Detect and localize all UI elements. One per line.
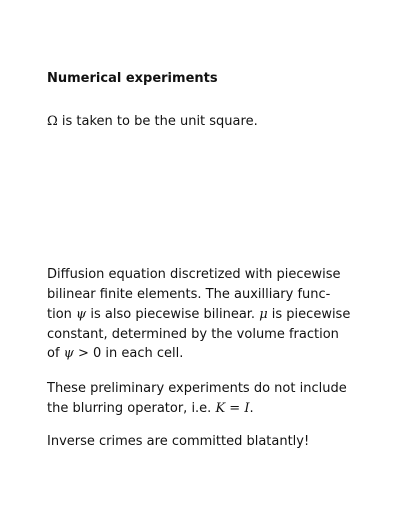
method-line-5-part-b: > 0 in each cell.	[73, 346, 184, 361]
method-line-3-part-a: tion	[47, 307, 77, 322]
k-symbol: K	[215, 401, 226, 416]
blurring-line-2-period: .	[249, 401, 254, 416]
omega-symbol: Ω	[47, 114, 58, 129]
method-line-5-part-a: of	[47, 346, 64, 361]
blurring-line-1: These preliminary experiments do not include	[47, 381, 347, 396]
method-line-3	[47, 306, 350, 324]
inverse-crimes-line: Inverse crimes are committed blatantly!	[47, 434, 310, 449]
blurring-line-2-text: the blurring operator, i.e.	[47, 401, 216, 416]
slide-heading: Numerical experiments	[47, 71, 218, 86]
omega-statement-text: is taken to be the unit square.	[57, 114, 258, 129]
psi-symbol: ψ	[76, 307, 87, 322]
i-symbol: I	[244, 401, 250, 416]
method-line-5	[47, 345, 183, 363]
method-line-1: Diffusion equation discretized with piecewise	[47, 267, 341, 282]
method-line-3-part-c: is piecewise	[267, 307, 351, 322]
method-line-2: bilinear finite elements. The auxilliary func-	[47, 287, 331, 302]
omega-statement	[47, 113, 258, 131]
blurring-line-2	[47, 400, 254, 418]
psi-symbol: ψ	[63, 346, 74, 361]
mu-symbol: μ	[259, 307, 268, 322]
equals-sign: =	[225, 401, 245, 416]
method-line-4: constant, determined by the volume fraction	[47, 327, 339, 342]
method-line-3-part-b: is also piecewise bilinear.	[86, 307, 260, 322]
